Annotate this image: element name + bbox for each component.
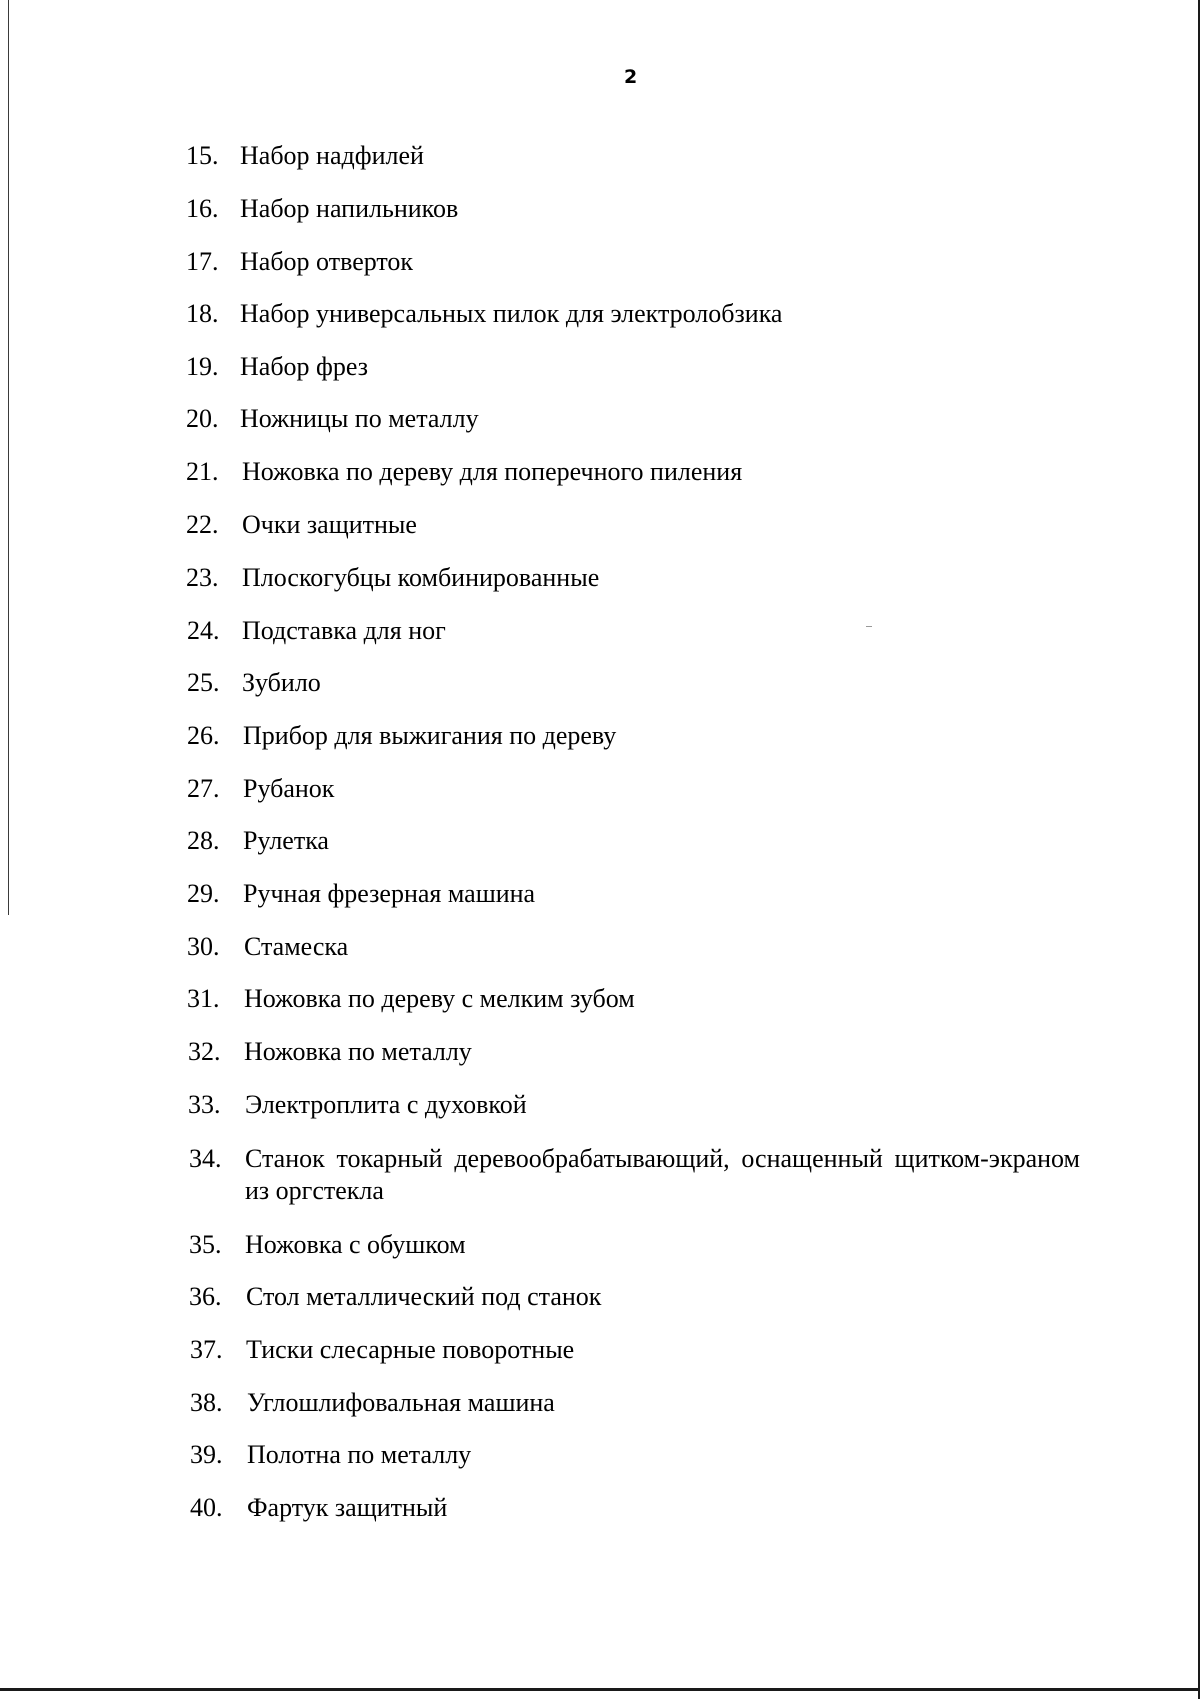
list-item-number: 34. (189, 1144, 222, 1173)
list-item-text: Ручная фрезерная машина (243, 879, 536, 908)
list-item-text: Рубанок (243, 774, 335, 803)
scan-edge-left (8, 0, 9, 915)
list-item-number: 31. (187, 984, 220, 1013)
scan-speck (866, 626, 872, 627)
list-item-number: 23. (186, 563, 219, 592)
list-item-text: Стамеска (244, 932, 349, 961)
list-item-text: Углошлифовальная машина (247, 1388, 555, 1417)
list-item-text: Ножовка по дереву для поперечного пиления (242, 457, 743, 486)
list-item-number: 28. (187, 826, 220, 855)
list-item-text: Полотна по металлу (247, 1440, 472, 1469)
list-item-number: 36. (189, 1282, 222, 1311)
list-item-number: 35. (189, 1230, 222, 1259)
list-item-number: 22. (186, 510, 219, 539)
list-item-number: 39. (190, 1440, 223, 1469)
list-item-number: 37. (190, 1335, 223, 1364)
scan-edge-bottom (0, 1688, 1200, 1691)
list-item-text: Подставка для ног (242, 616, 446, 645)
list-item-text: Набор отверток (240, 247, 414, 276)
list-item-text: Ножовка с обушком (245, 1230, 466, 1259)
list-item-text: Ножницы по металлу (240, 404, 479, 433)
list-item-text: Станок токарный деревообрабатывающий, оснащенный щитком-экраном из оргстекла (245, 1144, 1080, 1205)
list-item-number: 24. (187, 616, 220, 645)
list-item-text: Фартук защитный (247, 1493, 448, 1522)
list-item-number: 33. (188, 1090, 221, 1119)
list-item-number: 38. (190, 1388, 223, 1417)
list-item-number: 40. (190, 1493, 223, 1522)
list-item-text: Плоскогубцы комбинированные (242, 563, 600, 592)
list-item-number: 26. (187, 721, 220, 750)
list-item-text: Рулетка (243, 826, 329, 855)
list-item-number: 16. (186, 194, 219, 223)
list-item-text: Набор универсальных пилок для электролобзика (240, 299, 783, 328)
list-item-text: Набор фрез (240, 352, 369, 381)
list-item-number: 18. (186, 299, 219, 328)
page-number: 2 (624, 66, 638, 88)
list-item-text: Ножовка по дереву с мелким зубом (244, 984, 635, 1013)
list-item-number: 30. (187, 932, 220, 961)
list-item-number: 27. (187, 774, 220, 803)
list-item-text: Ножовка по металлу (244, 1037, 472, 1066)
list-item-number: 25. (187, 668, 220, 697)
list-item-text: Очки защитные (242, 510, 417, 539)
list-item-number: 20. (186, 404, 219, 433)
list-item-text: Электроплита с духовкой (245, 1090, 527, 1119)
list-item-text: Набор напильников (240, 194, 459, 223)
list-item-number: 21. (186, 457, 219, 486)
list-item-number: 29. (187, 879, 220, 908)
list-item-text: Набор надфилей (240, 141, 424, 170)
list-item-number: 32. (188, 1037, 221, 1066)
list-item-number: 19. (186, 352, 219, 381)
list-item-text: Зубило (242, 668, 321, 697)
list-item-number: 17. (186, 247, 219, 276)
list-item-text: Стол металлический под станок (246, 1282, 602, 1311)
list-item-number: 15. (186, 141, 219, 170)
list-item-text: Тиски слесарные поворотные (246, 1335, 575, 1364)
list-item-text: Прибор для выжигания по дереву (243, 721, 617, 750)
